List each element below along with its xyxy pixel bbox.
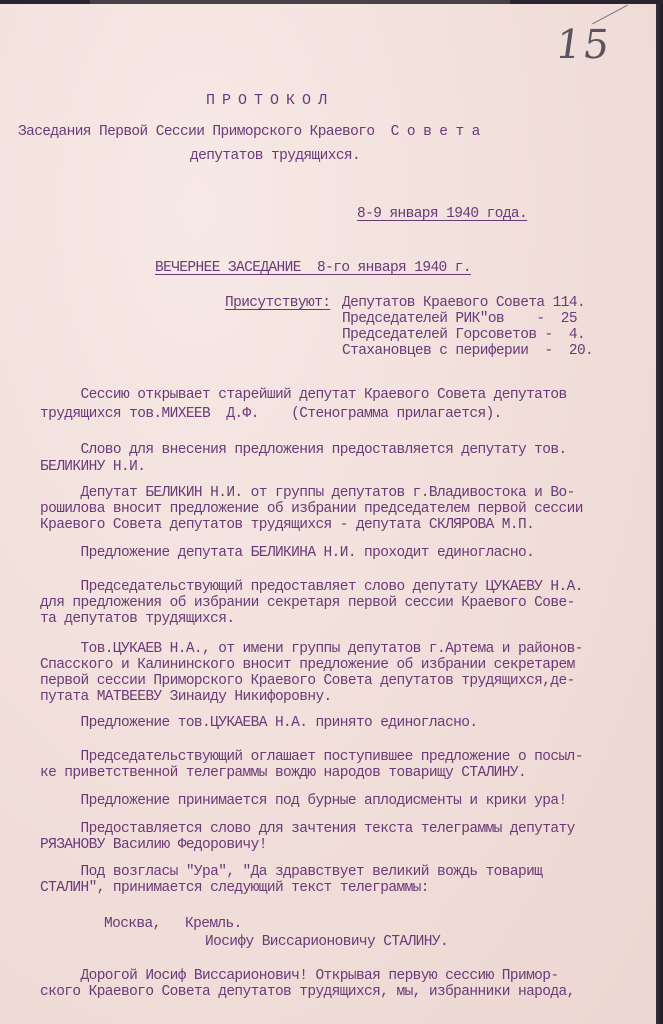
attendance-row: Стахановцев с периферии - 20. [342, 343, 594, 359]
handwritten-page-number: 15 [552, 22, 615, 68]
paragraph-line: трудящихся тов.МИХЕЕВ Д.Ф. (Стенограмма прилагается). [40, 406, 502, 422]
telegram-address: Москва, Кремль. [104, 916, 242, 932]
paragraph-line: РЯЗАНОВУ Василию Федоровичу! [40, 837, 267, 853]
paragraph-line: Предложение принимается под бурные аплодисменты и крики ура! [40, 793, 567, 809]
paragraph-line: первой сессии Приморского Краевого Совета депутатов трудящихся,де- [40, 673, 575, 689]
paragraph-line: Депутат БЕЛИКИН Н.И. от группы депутатов г.Владивостока и Во- [40, 485, 575, 501]
paragraph-line: для предложения об избрании секретаря первой сессии Краевого Сове- [40, 595, 575, 611]
paragraph-line: Председательствующий оглашает поступившее предложение о посыл- [40, 749, 583, 765]
session-heading: ВЕЧЕРНЕЕ ЗАСЕДАНИЕ 8-го января 1940 г. [155, 260, 471, 276]
telegram-recipient: Иосифу Виссарионовичу СТАЛИНУ. [205, 934, 449, 950]
paragraph-line: Предоставляется слово для зачтения текста телеграммы депутату [40, 821, 575, 837]
paragraph-line: Сессию открывает старейший депутат Краевого Совета депутатов [40, 387, 567, 403]
paragraph-line: СТАЛИН", принимается следующий текст телеграммы: [40, 880, 429, 896]
subtitle-line-1: Заседания Первой Сессии Приморского Краевого С о в е т а [18, 124, 480, 140]
paragraph-line: Тов.ЦУКАЕВ Н.А., от имени группы депутатов г.Артема и районов- [40, 641, 583, 657]
paragraph-line: Под возгласы "Ура", "Да здравствует великий вождь товарищ [40, 864, 543, 880]
telegram-line: ского Краевого Совета депутатов трудящихся, мы, избранники народа, [40, 984, 575, 1000]
attendance-row: Депутатов Краевого Совета 114. [342, 295, 586, 311]
document-title: ПРОТОКОЛ [206, 92, 335, 109]
attendance-row: Председателей Горсоветов - 4. [342, 327, 586, 343]
paragraph-line: Предложение депутата БЕЛИКИНА Н.И. проходит единогласно. [40, 545, 535, 561]
document-page [0, 4, 656, 1024]
paragraph-line: Предложение тов.ЦУКАЕВА Н.А. принято единогласно. [40, 715, 478, 731]
paragraph-line: та депутатов трудящихся. [40, 611, 235, 627]
paragraph-line: Спасского и Калининского вносит предложение об избрании секретарем [40, 657, 575, 673]
paragraph-line: БЕЛИКИНУ Н.И. [40, 459, 146, 475]
paragraph-line: Краевого Совета депутатов трудящихся - депутата СКЛЯРОВА М.П. [40, 517, 535, 533]
document-date: 8-9 января 1940 года. [357, 206, 528, 222]
paragraph-line: Председательствующий предоставляет слово депутату ЦУКАЕВУ Н.А. [40, 579, 583, 595]
paragraph-line: Слово для внесения предложения предоставляется депутату тов. [40, 442, 567, 458]
paragraph-line: ке приветственной телеграммы вождю народов товарищу СТАЛИНУ. [40, 765, 527, 781]
subtitle-line-2: депутатов трудящихся. [190, 148, 361, 164]
paragraph-line: путата МАТВЕЕВУ Зинаиду Никифоровну. [40, 689, 332, 705]
paragraph-line: рошилова вносит предложение об избрании председателем первой сессии [40, 501, 583, 517]
telegram-line: Дорогой Иосиф Виссарионович! Открывая первую сессию Примор- [40, 968, 559, 984]
present-label: Присутствуют: [225, 295, 331, 311]
attendance-row: Председателей РИК"ов - 25 [342, 311, 577, 327]
